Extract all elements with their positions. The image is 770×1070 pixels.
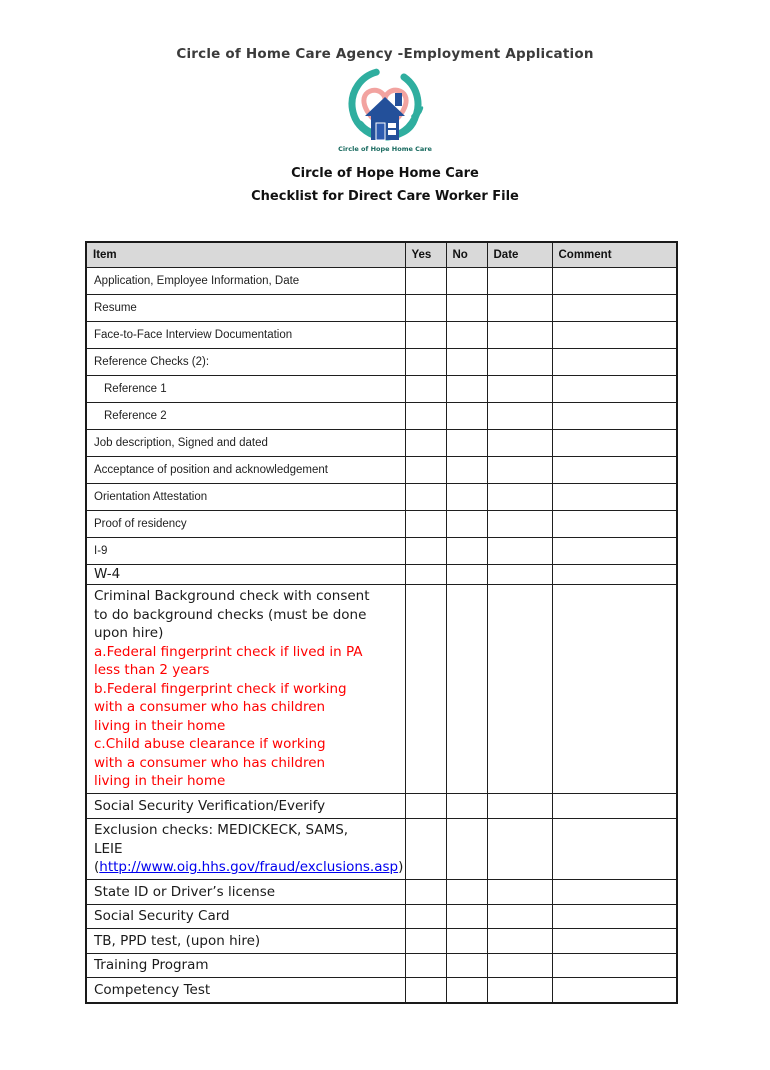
table-row bbox=[86, 349, 677, 376]
item-cell: Application, Employee Information, Date bbox=[86, 268, 405, 295]
no-cell[interactable] bbox=[446, 538, 487, 565]
no-cell[interactable] bbox=[446, 322, 487, 349]
comment-cell[interactable] bbox=[552, 403, 677, 430]
yes-cell[interactable] bbox=[405, 880, 446, 905]
item-cell: Face-to-Face Interview Documentation bbox=[86, 322, 405, 349]
item-cell: Reference 1 bbox=[86, 376, 405, 403]
table-row bbox=[86, 403, 677, 430]
yes-cell[interactable] bbox=[405, 349, 446, 376]
comment-cell[interactable] bbox=[552, 929, 677, 954]
house-window-icon bbox=[388, 130, 396, 135]
comment-cell[interactable] bbox=[552, 953, 677, 978]
no-cell[interactable] bbox=[446, 457, 487, 484]
yes-cell[interactable] bbox=[405, 403, 446, 430]
logo-caption: Circle of Hope Home Care bbox=[338, 145, 432, 153]
table-row bbox=[86, 978, 677, 1003]
comment-cell[interactable] bbox=[552, 794, 677, 819]
comment-cell[interactable] bbox=[552, 584, 677, 794]
house-door-icon bbox=[376, 123, 385, 140]
yes-cell[interactable] bbox=[405, 565, 446, 585]
yes-cell[interactable] bbox=[405, 430, 446, 457]
exclusions-link-line: (http://www.oig.hhs.gov/fraud/exclusions.asp) bbox=[94, 859, 404, 875]
item-cell: Training Program bbox=[86, 953, 405, 978]
header-row bbox=[86, 242, 677, 268]
comment-cell[interactable] bbox=[552, 484, 677, 511]
date-cell[interactable] bbox=[487, 430, 552, 457]
comment-cell[interactable] bbox=[552, 978, 677, 1003]
no-cell[interactable] bbox=[446, 565, 487, 585]
date-cell[interactable] bbox=[487, 880, 552, 905]
item-cell: Orientation Attestation bbox=[86, 484, 405, 511]
table-row bbox=[86, 565, 677, 585]
no-cell[interactable] bbox=[446, 794, 487, 819]
red-note: c.Child abuse clearance if working with a consumer who has children living in their home bbox=[94, 736, 326, 789]
comment-cell[interactable] bbox=[552, 376, 677, 403]
item-cell: Social Security Verification/Everify bbox=[86, 794, 405, 819]
comment-cell[interactable] bbox=[552, 511, 677, 538]
column-header-yes: Yes bbox=[405, 242, 446, 268]
table-row bbox=[86, 584, 677, 794]
item-cell: Proof of residency bbox=[86, 511, 405, 538]
table-row bbox=[86, 322, 677, 349]
page-title: Circle of Home Care Agency -Employment Application bbox=[176, 46, 594, 62]
comment-cell[interactable] bbox=[552, 430, 677, 457]
date-cell[interactable] bbox=[487, 457, 552, 484]
no-cell[interactable] bbox=[446, 929, 487, 954]
yes-cell[interactable] bbox=[405, 953, 446, 978]
date-cell[interactable] bbox=[487, 322, 552, 349]
date-cell[interactable] bbox=[487, 538, 552, 565]
no-cell[interactable] bbox=[446, 953, 487, 978]
yes-cell[interactable] bbox=[405, 929, 446, 954]
item-cell: Reference Checks (2): bbox=[86, 349, 405, 376]
item-cell: Competency Test bbox=[86, 978, 405, 1003]
no-cell[interactable] bbox=[446, 880, 487, 905]
date-cell[interactable] bbox=[487, 376, 552, 403]
comment-cell[interactable] bbox=[552, 818, 677, 880]
no-cell[interactable] bbox=[446, 904, 487, 929]
comment-cell[interactable] bbox=[552, 322, 677, 349]
comment-cell[interactable] bbox=[552, 538, 677, 565]
table-row bbox=[86, 953, 677, 978]
item-cell: State ID or Driver’s license bbox=[86, 880, 405, 905]
column-header-item: Item bbox=[86, 242, 405, 268]
no-cell[interactable] bbox=[446, 268, 487, 295]
table-row bbox=[86, 457, 677, 484]
document-page bbox=[0, 46, 770, 1004]
house-chimney-icon bbox=[395, 93, 402, 106]
item-cell: Social Security Card bbox=[86, 904, 405, 929]
yes-cell[interactable] bbox=[405, 818, 446, 880]
item-cell: TB, PPD test, (upon hire) bbox=[86, 929, 405, 954]
comment-cell[interactable] bbox=[552, 904, 677, 929]
checklist-table-wrap bbox=[85, 241, 770, 1004]
table-row bbox=[86, 538, 677, 565]
no-cell[interactable] bbox=[446, 349, 487, 376]
table-row bbox=[86, 904, 677, 929]
table-row bbox=[86, 295, 677, 322]
yes-cell[interactable] bbox=[405, 457, 446, 484]
yes-cell[interactable] bbox=[405, 538, 446, 565]
comment-cell[interactable] bbox=[552, 880, 677, 905]
item-cell: Resume bbox=[86, 295, 405, 322]
table-row bbox=[86, 430, 677, 457]
red-note: a.Federal fingerprint check if lived in PA less than 2 years bbox=[94, 643, 363, 678]
table-row bbox=[86, 794, 677, 819]
date-cell[interactable] bbox=[487, 484, 552, 511]
house-window-icon bbox=[388, 123, 396, 128]
yes-cell[interactable] bbox=[405, 794, 446, 819]
yes-cell[interactable] bbox=[405, 376, 446, 403]
date-cell[interactable] bbox=[487, 584, 552, 794]
table-row bbox=[86, 880, 677, 905]
comment-cell[interactable] bbox=[552, 565, 677, 585]
item-cell: Criminal Background check with consent to do background checks (must be done upon hire) a.Federal fingerprint check if lived in PA less than 2 years b.Federal fingerprint check if working with a consumer who has children living in their home c.Child abuse clearance if working with a consumer who has children living in their home bbox=[86, 584, 405, 794]
agency-logo-icon bbox=[329, 66, 441, 144]
red-note: b.Federal fingerprint check if working with a consumer who has children living in their home bbox=[94, 680, 347, 734]
date-cell[interactable] bbox=[487, 929, 552, 954]
comment-cell[interactable] bbox=[552, 457, 677, 484]
yes-cell[interactable] bbox=[405, 584, 446, 794]
column-header-comment: Comment bbox=[552, 242, 677, 268]
no-cell[interactable] bbox=[446, 511, 487, 538]
comment-cell[interactable] bbox=[552, 295, 677, 322]
table-row bbox=[86, 484, 677, 511]
item-cell: I-9 bbox=[86, 538, 405, 565]
no-cell[interactable] bbox=[446, 430, 487, 457]
org-name: Circle of Hope Home Care bbox=[291, 166, 479, 181]
no-cell[interactable] bbox=[446, 584, 487, 794]
yes-cell[interactable] bbox=[405, 295, 446, 322]
column-header-no: No bbox=[446, 242, 487, 268]
no-cell[interactable] bbox=[446, 978, 487, 1003]
item-cell: Acceptance of position and acknowledgement bbox=[86, 457, 405, 484]
yes-cell[interactable] bbox=[405, 322, 446, 349]
agency-logo bbox=[0, 66, 770, 153]
no-cell[interactable] bbox=[446, 376, 487, 403]
item-cell: W-4 bbox=[86, 565, 405, 585]
item-cell: Job description, Signed and dated bbox=[86, 430, 405, 457]
item-cell: Reference 2 bbox=[86, 403, 405, 430]
date-cell[interactable] bbox=[487, 565, 552, 585]
yes-cell[interactable] bbox=[405, 511, 446, 538]
column-header-date: Date bbox=[487, 242, 552, 268]
no-cell[interactable] bbox=[446, 295, 487, 322]
date-cell[interactable] bbox=[487, 904, 552, 929]
exclusions-url-link[interactable]: http://www.oig.hhs.gov/fraud/exclusions.asp bbox=[99, 859, 399, 875]
no-cell[interactable] bbox=[446, 818, 487, 880]
date-cell[interactable] bbox=[487, 268, 552, 295]
checklist-title: Checklist for Direct Care Worker File bbox=[251, 189, 519, 204]
table-row bbox=[86, 929, 677, 954]
table-row bbox=[86, 268, 677, 295]
date-cell[interactable] bbox=[487, 511, 552, 538]
no-cell[interactable] bbox=[446, 484, 487, 511]
date-cell[interactable] bbox=[487, 295, 552, 322]
yes-cell[interactable] bbox=[405, 484, 446, 511]
item-cell: Exclusion checks: MEDICKECK, SAMS, LEIE (http://www.oig.hhs.gov/fraud/exclusions.asp) bbox=[86, 818, 405, 880]
date-cell[interactable] bbox=[487, 978, 552, 1003]
yes-cell[interactable] bbox=[405, 904, 446, 929]
no-cell[interactable] bbox=[446, 403, 487, 430]
date-cell[interactable] bbox=[487, 349, 552, 376]
table-row bbox=[86, 818, 677, 880]
yes-cell[interactable] bbox=[405, 978, 446, 1003]
comment-cell[interactable] bbox=[552, 349, 677, 376]
date-cell[interactable] bbox=[487, 794, 552, 819]
yes-cell[interactable] bbox=[405, 268, 446, 295]
date-cell[interactable] bbox=[487, 818, 552, 880]
table-row bbox=[86, 376, 677, 403]
comment-cell[interactable] bbox=[552, 268, 677, 295]
date-cell[interactable] bbox=[487, 953, 552, 978]
date-cell[interactable] bbox=[487, 403, 552, 430]
table-row bbox=[86, 511, 677, 538]
checklist-table bbox=[85, 241, 678, 1004]
